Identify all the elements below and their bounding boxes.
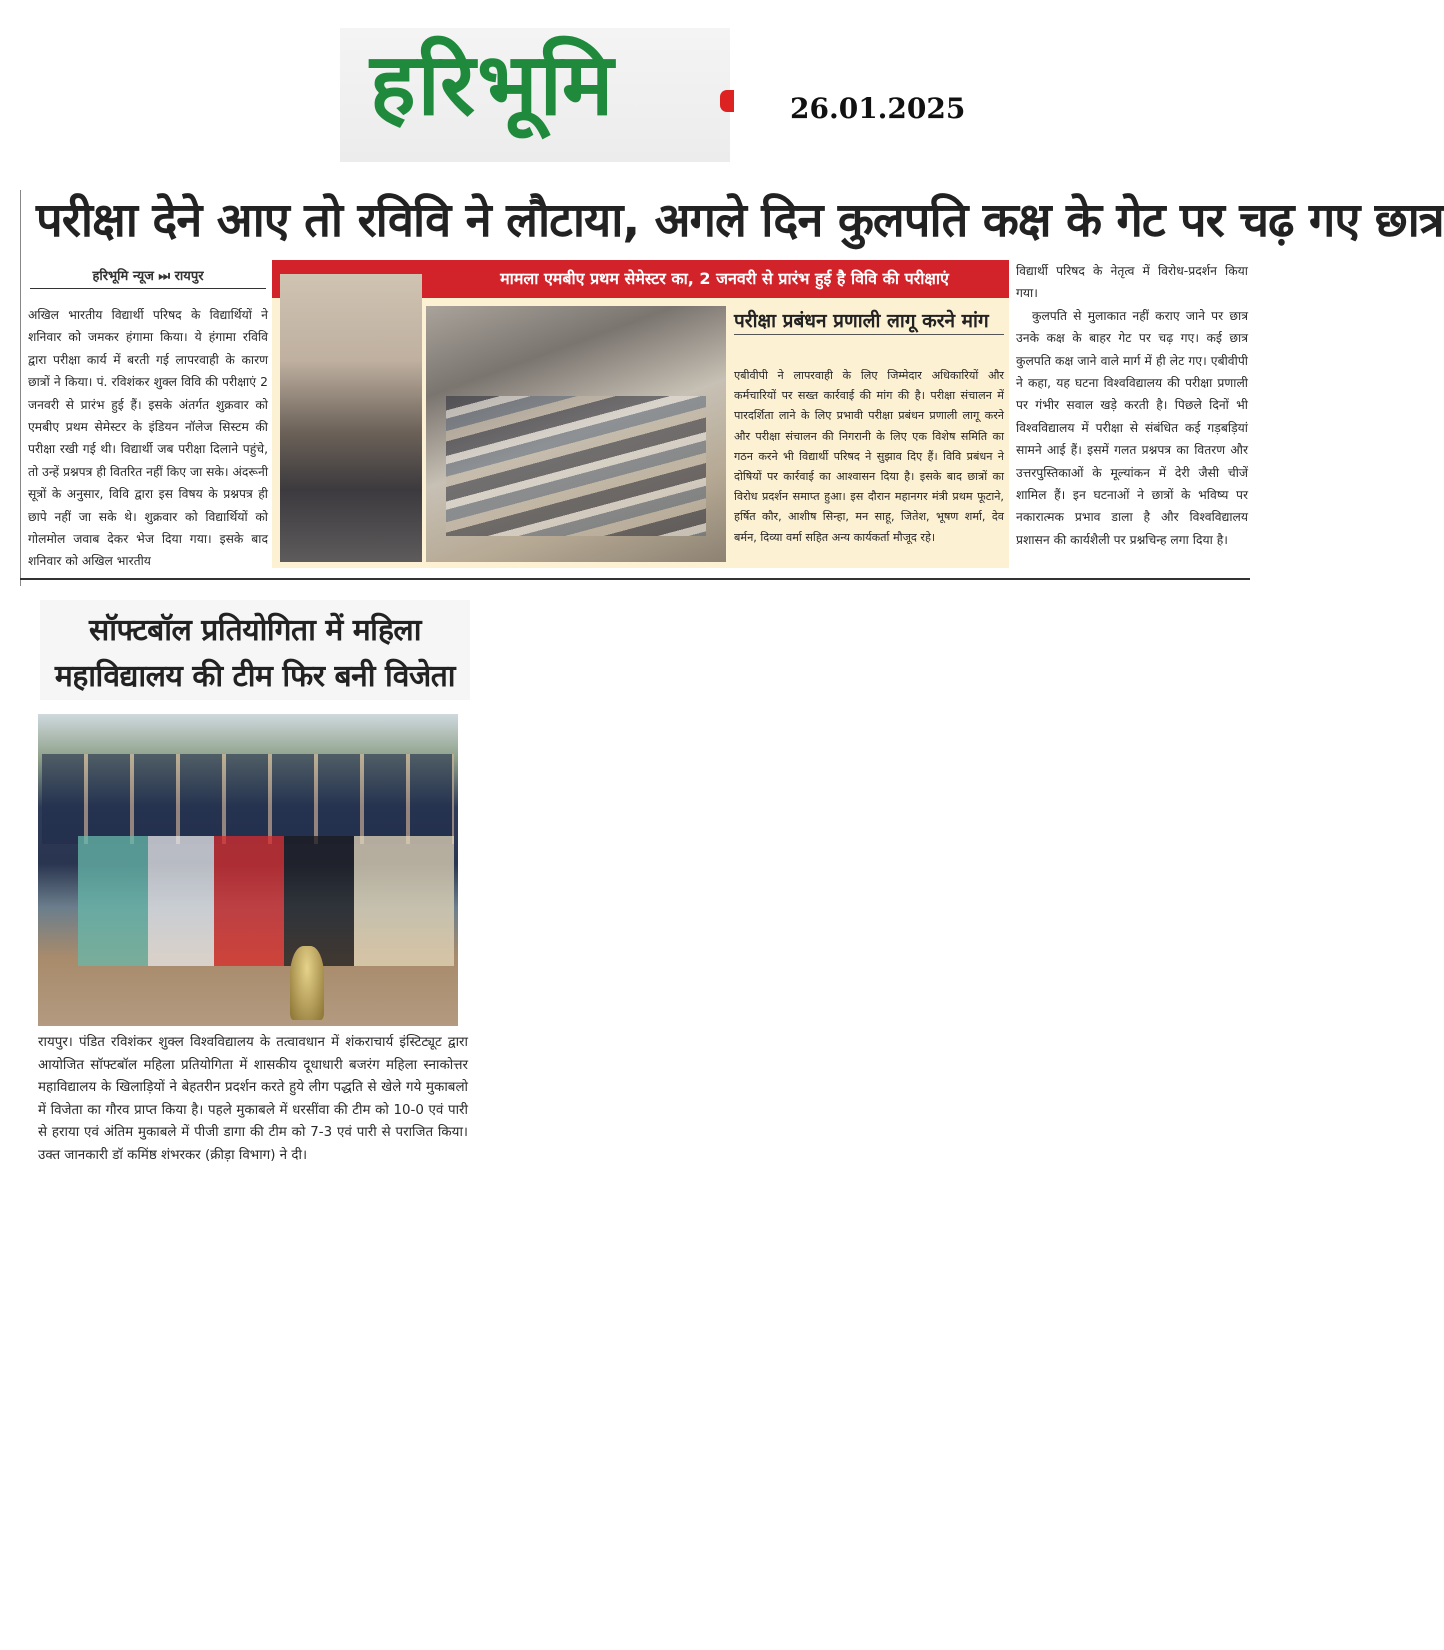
softball-article-body: रायपुर। पंडित रविशंकर शुक्ल विश्वविद्यालय के तत्वावधान में शंकराचार्य इंस्टिट्यूट द्वारा आयोजित सॉफ्टबॉल महिला प्रतियोगिता में शासकीय दूधाधारी बजरंग महिला स्नाकोत्तर महाविद्यालय के खिलाड़ियों ने बेहतरीन प्रदर्शन करते हुये लीग पद्धति से खेले गये मुकाबलो में विजेता का गौरव प्राप्त किया है। पहले मुकाबले में धरसींवा की टीम को 10-0 एवं पारी से हराया एवं अंतिम मुकाबले में पीजी डागा की टीम को 7-3 एवं पारी से पराजित किया। उक्त जानकारी डॉ कमिंष्ठ शंभरकर (क्रीड़ा विभाग) ने दी। (38, 1035, 468, 1163)
team-photo-front-row (78, 836, 454, 966)
softball-article (30, 600, 470, 1240)
photo-panel (272, 260, 1009, 568)
photo-detail (446, 396, 706, 536)
left-column-paragraph: अखिल भारतीय विद्यार्थी परिषद के विद्यार्थियों ने शनिवार को जमकर हंगामा किया। ये हंगामा रविवि द्वारा परीक्षा कार्य में बरती गई लापरवाही के कारण छात्रों ने किया। पं. रविशंकर शुक्ल विवि की परीक्षाएं 2 जनवरी से प्रारंभ हुई हैं। इसके अंतर्गत शुक्रवार को एमबीए प्रथम सेमेस्टर के इंडियन नॉलेज सिस्टम की परीक्षा रखी गई थी। विद्यार्थी जब परीक्षा दिलाने पहुंचे, तो उन्हें प्रश्नपत्र ही वितरित नहीं किए जा सके। अंदरूनी सूत्रों के अनुसार, विवि द्वारा इस विषय के प्रश्नपत्र ही छापे नहीं जा सके थे। शुक्रवार को विद्यार्थियों को गोलमोल जवाब देकर भेज दिया गया। इसके बाद शनिवार को अखिल भारतीय (28, 308, 268, 569)
masthead (340, 28, 730, 162)
softball-headline (40, 608, 470, 700)
protest-photo-lying-students (426, 306, 726, 562)
main-headline: परीक्षा देने आए तो रविवि ने लौटाया, अगले दिन कुलपति कक्ष के गेट पर चढ़ गए छात्र (36, 193, 1444, 248)
right-column-paragraph-2: कुलपति से मुलाकात नहीं कराए जाने पर छात्र उनके कक्ष के बाहर गेट पर चढ़ गए। कई छात्र कुलपति कक्ष जाने वाले मार्ग में ही लेट गए। एबीवीपी ने कहा, यह घटना विश्वविद्यालय की परीक्षा प्रणाली पर गंभीर सवाल खड़े करती है। पिछले दिनों भी विश्वविद्यालय में परीक्षा से संबंधित कई गड़बड़ियां सामने आई हैं। इसमें गलत प्रश्नपत्र का वितरण और उत्तरपुस्तिकाओं के मूल्यांकन में देरी जैसी चीजें शामिल हैं। इन घटनाओं ने छात्रों के भविष्य पर नकारात्मक प्रभाव डाला है और विश्वविद्यालय प्रशासन की कार्यशैली पर प्रश्नचिन्ह लगा दिया है। (1016, 308, 1248, 547)
newspaper-logo: हरिभूमि (370, 35, 616, 135)
sidebar-title: परीक्षा प्रबंधन प्रणाली लागू करने मांग (734, 308, 1004, 335)
softball-headline-line2: महाविद्यालय की टीम फिर बनी विजेता (54, 659, 456, 694)
right-column-text (1016, 260, 1248, 551)
logo-red-mark (720, 90, 734, 112)
article-bottom-rule (20, 578, 1250, 580)
trophy-icon (290, 946, 324, 1020)
column-divider (20, 190, 21, 586)
byline: हरिभूमि न्यूज ⏭ रायपुर (30, 266, 266, 289)
main-article (20, 190, 1444, 586)
red-banner: मामला एमबीए प्रथम सेमेस्टर का, 2 जनवरी से प्रारंभ हुई है विवि की परीक्षाएं (440, 260, 1009, 298)
protest-photo-gate (280, 274, 422, 562)
right-column-paragraph-1: विद्यार्थी परिषद के नेतृत्व में विरोध-प्रदर्शन किया गया। (1016, 264, 1248, 301)
team-photo-back-row (42, 754, 454, 844)
issue-date: 26.01.2025 (790, 92, 966, 125)
team-photo (38, 714, 458, 1026)
softball-headline-line1: सॉफ्टबॉल प्रतियोगिता में महिला (88, 613, 421, 648)
left-column-text (28, 304, 268, 573)
sidebar-text: एबीवीपी ने लापरवाही के लिए जिम्मेदार अधिकारियों और कर्मचारियों पर सख्त कार्रवाई की मांग की है। परीक्षा संचालन में पारदर्शिता लाने के लिए प्रभावी परीक्षा प्रबंधन प्रणाली लागू करने और परीक्षा संचालन की निगरानी के लिए एक विशेष समिति का गठन करने भी विद्यार्थी परिषद ने सुझाव दिए हैं। विवि प्रबंधन ने दोषियों पर कार्रवाई का आश्वासन दिया है। इसके बाद छात्रों का विरोध प्रदर्शन समाप्त हुआ। इस दौरान महानगर मंत्री प्रथम फूटाने, हर्षित कौर, आशीष सिन्हा, मन साहू, जितेश, भूषण शर्मा, देव बर्मन, दिव्या वर्मा सहित अन्य कार्यकर्ता मौजूद रहे। (734, 369, 1004, 544)
